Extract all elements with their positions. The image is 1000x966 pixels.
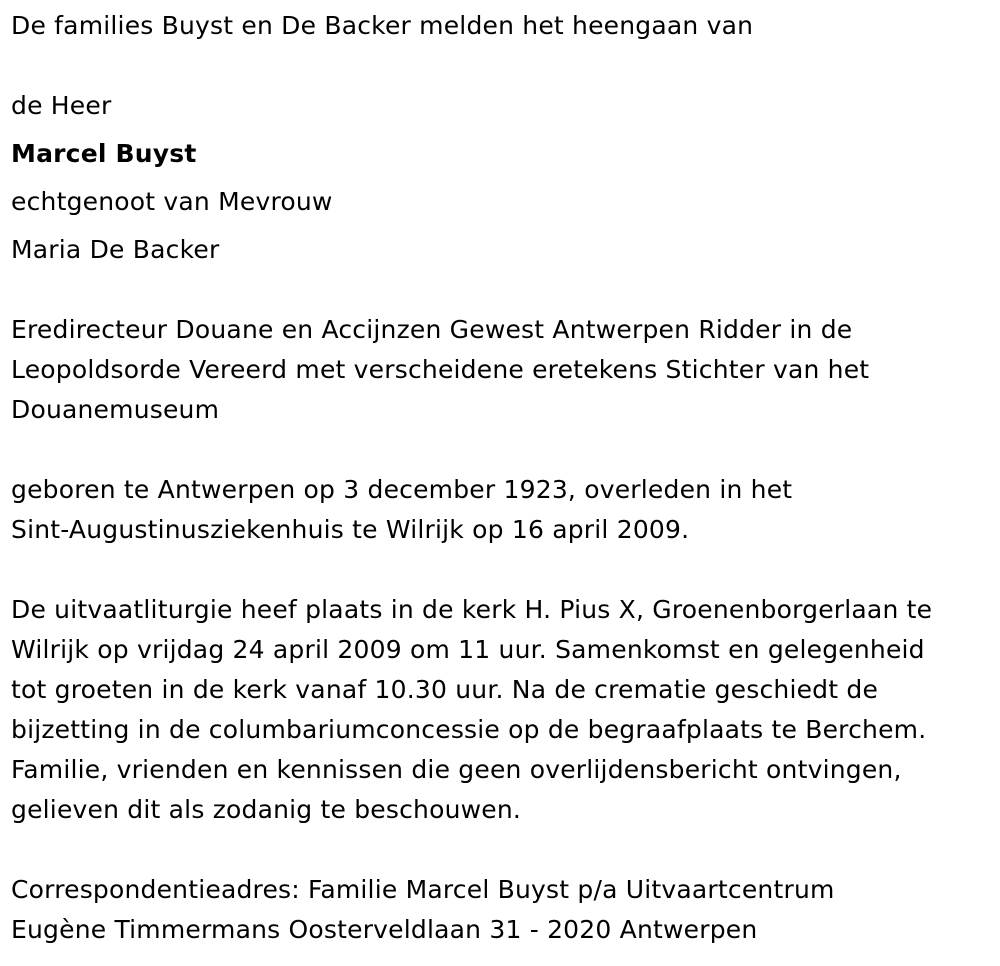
life-line: Sint-Augustinusziekenhuis te Wilrijk op 16 april 2009. [11, 515, 690, 544]
intro-text: De families Buyst en De Backer melden het heengaan van [11, 11, 754, 40]
career-line: Leopoldsorde Vereerd met verscheidene eretekens Stichter van het [11, 355, 870, 384]
life-line: geboren te Antwerpen op 3 december 1923, overleden in het [11, 475, 793, 504]
funeral-line: gelieven dit als zodanig te beschouwen. [11, 795, 522, 824]
correspondence-line: Correspondentieadres: Familie Marcel Buyst p/a Uitvaartcentrum [11, 875, 835, 904]
deceased-name: Marcel Buyst [11, 139, 197, 168]
correspondence-line: Eugène Timmermans Oosterveldlaan 31 - 2020 Antwerpen [11, 915, 758, 944]
spouse-label: echtgenoot van Mevrouw [11, 187, 333, 216]
funeral-line: bijzetting in de columbariumconcessie op de begraafplaats te Berchem. [11, 715, 927, 744]
funeral-line: tot groeten in de kerk vanaf 10.30 uur. Na de crematie geschiedt de [11, 675, 879, 704]
title-prefix: de Heer [11, 91, 112, 120]
funeral-line: De uitvaatliturgie heef plaats in de kerk H. Pius X, Groenenborgerlaan te [11, 595, 933, 624]
funeral-line: Familie, vrienden en kennissen die geen overlijdensbericht ontvingen, [11, 755, 902, 784]
funeral-line: Wilrijk op vrijdag 24 april 2009 om 11 uur. Samenkomst en gelegenheid [11, 635, 925, 664]
spouse-name: Maria De Backer [11, 235, 220, 264]
career-line: Douanemuseum [11, 395, 220, 424]
career-line: Eredirecteur Douane en Accijnzen Gewest Antwerpen Ridder in de [11, 315, 853, 344]
